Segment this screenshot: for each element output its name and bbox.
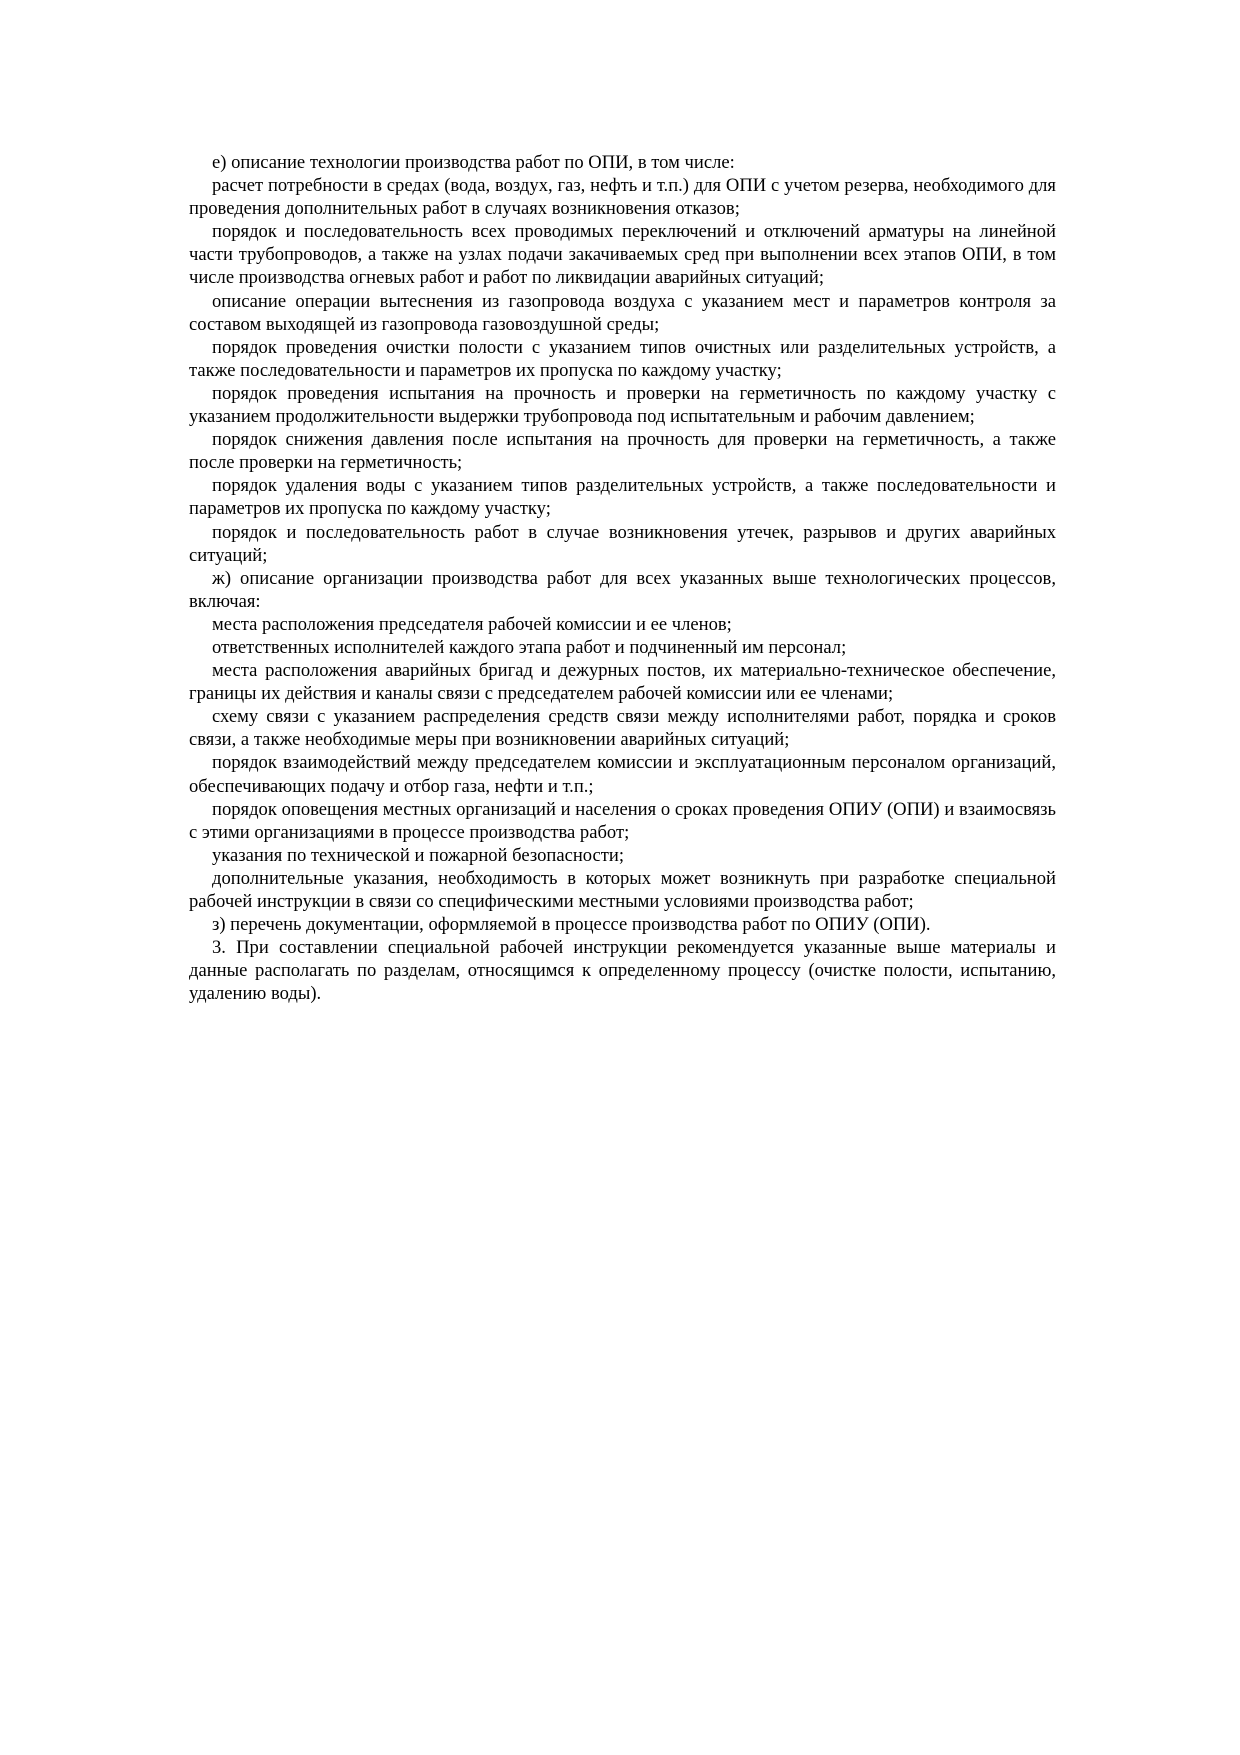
paragraph-media-demand: расчет потребности в средах (вода, воздух, газ, нефть и т.п.) для ОПИ с учетом резерва, необходимого для проведения дополнительных работ в случаях возникновения отказов; (189, 175, 1056, 220)
paragraph-strength-testing: порядок проведения испытания на прочность и проверки на герметичность по каждому участку с указанием продолжительности выдержки трубопровода под испытательным и рабочим давлением; (189, 382, 1056, 428)
paragraph-work-organization: ж) описание организации производства работ для всех указанных выше технологических процессов, включая: (189, 567, 1056, 612)
paragraph-pressure-reduction: порядок снижения давления после испытания на прочность для проверки на герметичность, а также после проверки на герметичность; (189, 429, 1056, 474)
paragraph-cavity-cleaning: порядок проведения очистки полости с указанием типов очистных или разделительных устройств, а также последовательности и параметров их пропуска по каждому участку; (189, 336, 1056, 381)
paragraph-interaction-order: порядок взаимодействий между председателем комиссии и эксплуатационным персоналом организаций, обеспечивающих подачу и отбор газа, нефти и т.п.; (189, 752, 1056, 797)
paragraph-water-removal: порядок удаления воды с указанием типов разделительных устройств, а также последовательности и параметров их пропуска по каждому участку; (189, 475, 1056, 520)
paragraph-chairman-location: места расположения председателя рабочей комиссии и ее членов; (212, 613, 732, 635)
paragraph-communication-scheme: схему связи с указанием распределения средств связи между исполнителями работ, порядка и сроков связи, а также необходимые меры при возникновении аварийных ситуаций; (189, 706, 1056, 751)
document-body (189, 151, 1056, 1005)
paragraph-responsible-executors: ответственных исполнителей каждого этапа работ и подчиненный им персонал; (212, 636, 847, 658)
paragraph-valve-switching: порядок и последовательность всех проводимых переключений и отключений арматуры на линейной части трубопроводов, а также на узлах подачи закачиваемых сред при выполнении всех этапов ОПИ, в том числе производства огневых работ и работ по ликвидации аварийных ситуаций; (189, 221, 1056, 289)
paragraph-public-notification: порядок оповещения местных организаций и населения о сроках проведения ОПИУ (ОПИ) и взаимосвязь с этими организациями в процессе производства работ; (189, 798, 1056, 843)
paragraph-documentation-list: з) перечень документации, оформляемой в процессе производства работ по ОПИУ (ОПИ). (212, 914, 931, 936)
paragraph-additional-instructions: дополнительные указания, необходимость в которых может возникнуть при разработке специальной рабочей инструкции в связи со специфическими местными условиями производства работ; (189, 867, 1056, 912)
paragraph-technology-description: е) описание технологии производства работ по ОПИ, в том числе: (212, 152, 735, 173)
paragraph-safety-instructions: указания по технической и пожарной безопасности; (212, 844, 625, 866)
paragraph-air-displacement: описание операции вытеснения из газопровода воздуха с указанием мест и параметров контроля за составом выходящей из газопровода газовоздушной среды; (189, 290, 1056, 335)
paragraph-emergency-procedure: порядок и последовательность работ в случае возникновения утечек, разрывов и других аварийных ситуаций; (189, 521, 1056, 566)
paragraph-emergency-crews: места расположения аварийных бригад и дежурных постов, их материально-техническое обеспечение, границы их действия и каналы связи с председателем рабочей комиссии или ее членами; (189, 660, 1056, 705)
paragraph-instruction-structure: 3. При составлении специальной рабочей инструкции рекомендуется указанные выше материалы и данные располагать по разделам, относящимся к определенному процессу (очистке полости, испытанию, удалению воды). (189, 937, 1056, 1005)
